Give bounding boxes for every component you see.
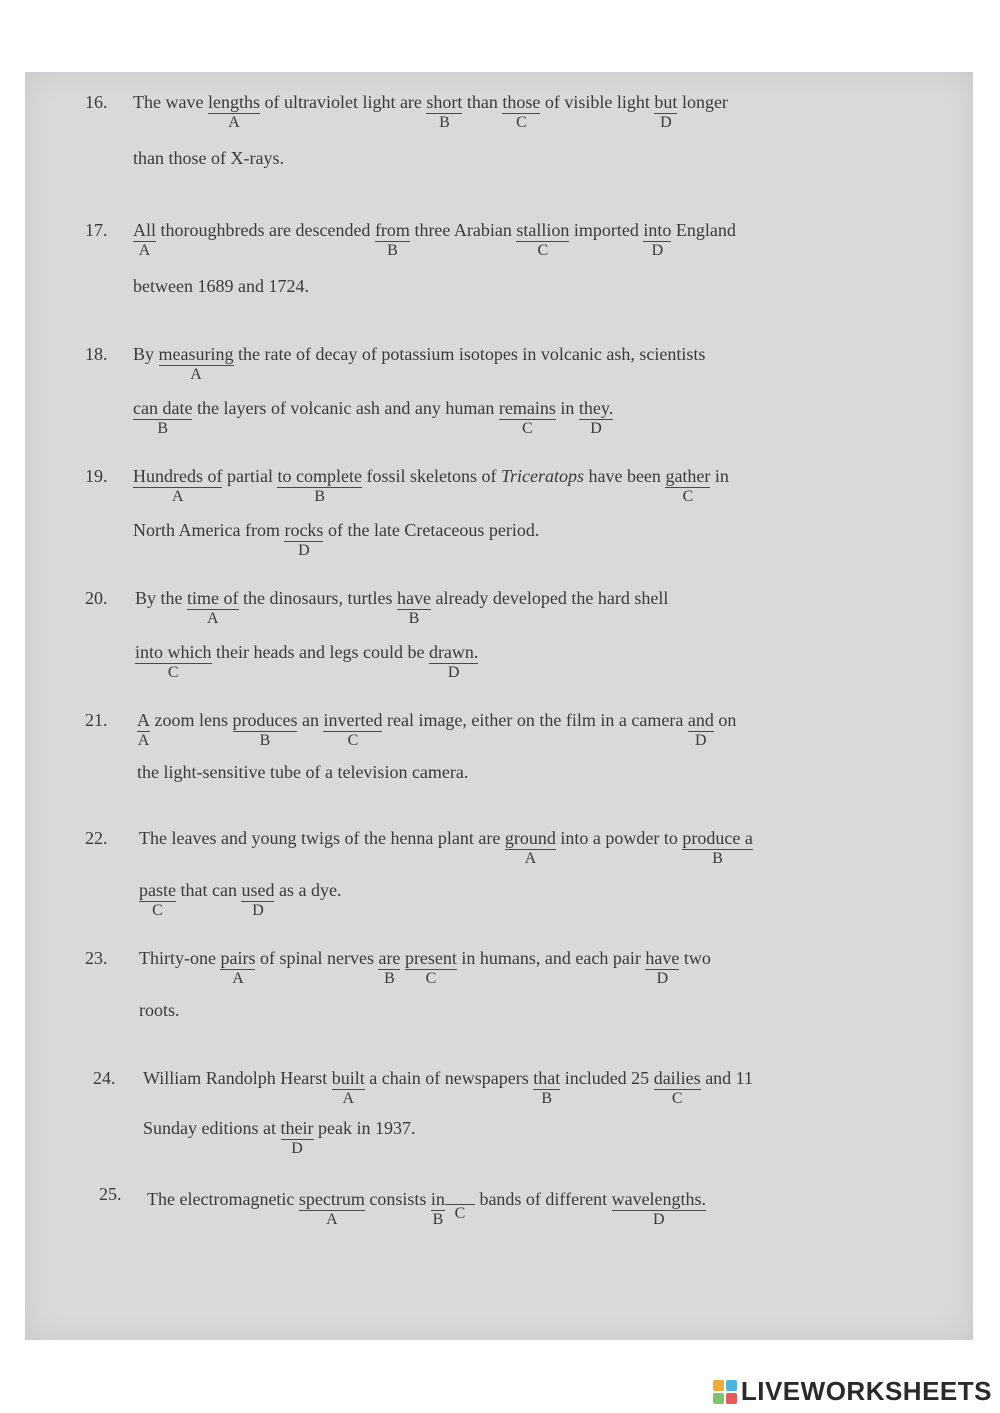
option-c[interactable]: dailies C	[653, 1068, 701, 1107]
option-label: D	[660, 113, 672, 131]
question-line: between 1689 and 1724.	[133, 276, 309, 296]
option-a[interactable]: built A	[331, 1068, 365, 1107]
option-a[interactable]: measuring A	[158, 344, 234, 383]
question-line: By the time of A the dinosaurs, turtles have B already developed the hard shell	[135, 588, 669, 627]
option-label: A	[190, 365, 202, 383]
question-25	[25, 1184, 973, 1314]
question-number: 17.	[85, 220, 108, 240]
option-c[interactable]: those C	[502, 92, 541, 131]
question-number: 16.	[85, 92, 108, 112]
option-b[interactable]: produces B	[232, 710, 298, 749]
option-label: C	[454, 1205, 466, 1222]
option-d[interactable]: have D	[645, 948, 680, 987]
question-line: The electromagnetic spectrum A consists in B C bands of different wavelengths. D	[147, 1184, 706, 1211]
option-a[interactable]: A A	[137, 710, 150, 749]
option-c[interactable]: present C	[404, 948, 457, 987]
option-label: D	[656, 969, 669, 987]
option-b[interactable]: have B	[396, 588, 431, 627]
option-label: C	[347, 731, 359, 749]
question-line: Sunday editions at their D peak in 1937.	[143, 1118, 416, 1157]
option-label: C	[425, 969, 437, 987]
question-line: Hundreds of A partial to complete B fossil skeletons of Triceratops have been gather C in	[133, 466, 729, 505]
option-label: D	[291, 1139, 303, 1157]
option-d[interactable]: used D	[241, 880, 275, 919]
option-a[interactable]: All A	[133, 220, 157, 259]
question-number: 24.	[93, 1068, 116, 1088]
option-label: C	[671, 1089, 683, 1107]
option-d[interactable]: and D	[687, 710, 714, 749]
question-19	[25, 466, 973, 596]
logo-square	[713, 1380, 724, 1391]
option-label: B	[408, 609, 420, 627]
worksheet-page	[25, 72, 973, 1340]
question-line: than those of X-rays.	[133, 148, 284, 168]
question-number: 21.	[85, 710, 108, 730]
question-number: 19.	[85, 466, 108, 486]
option-b[interactable]: are B	[378, 948, 401, 987]
question-line: Thirty-one pairs A of spinal nerves are B present C in humans, and each pair have D two	[139, 948, 711, 987]
question-16	[25, 92, 973, 222]
option-label: B	[432, 1210, 444, 1228]
question-line: roots.	[139, 1000, 180, 1020]
option-d[interactable]: drawn. D	[428, 642, 479, 681]
option-label: A	[228, 113, 240, 131]
option-c[interactable]: remains C	[498, 398, 556, 437]
option-d[interactable]: their D	[280, 1118, 314, 1157]
logo-square	[726, 1380, 737, 1391]
option-label: D	[653, 1210, 665, 1228]
brand-name: LIVEWORKSHEETS	[740, 1376, 992, 1406]
option-c[interactable]: paste C	[139, 880, 176, 919]
option-d[interactable]: into D	[643, 220, 672, 259]
question-18	[25, 344, 973, 474]
option-a[interactable]: pairs A	[220, 948, 256, 987]
question-17	[25, 220, 973, 350]
option-d[interactable]: rocks D	[284, 520, 324, 559]
option-label: D	[298, 541, 310, 559]
option-label: B	[712, 849, 723, 867]
option-b[interactable]: in B	[430, 1189, 445, 1228]
question-line: into which C their heads and legs could be drawn. D	[135, 642, 479, 681]
option-b[interactable]: that B	[533, 1068, 561, 1107]
option-label: A	[524, 849, 537, 867]
liveworksheets-logo-icon	[713, 1380, 737, 1404]
question-24	[25, 1068, 973, 1198]
option-label: D	[651, 241, 664, 259]
question-line: All A thoroughbreds are descended from B three Arabian stallion C imported into D England	[133, 220, 736, 259]
option-a[interactable]: lengths A	[207, 92, 260, 131]
question-23	[25, 948, 973, 1078]
option-label: D	[252, 901, 264, 919]
option-label: B	[439, 113, 450, 131]
question-line: North America from rocks D of the late Cretaceous period.	[133, 520, 540, 559]
footer-brand[interactable]	[713, 1376, 992, 1407]
option-label: A	[206, 609, 219, 627]
question-line: The leaves and young twigs of the henna plant are ground A into a powder to produce a B	[139, 828, 753, 867]
option-c[interactable]: stallion C	[516, 220, 570, 259]
option-label: C	[152, 901, 163, 919]
option-label: D	[695, 731, 707, 749]
option-a[interactable]: spectrum A	[298, 1189, 365, 1228]
option-label: B	[387, 241, 398, 259]
question-line: William Randolph Hearst built A a chain of newspapers that B included 25 dailies C and 11	[143, 1068, 754, 1107]
option-b[interactable]: produce a B	[682, 828, 753, 867]
option-label: A	[171, 487, 184, 505]
logo-square	[713, 1393, 724, 1404]
option-label: C	[167, 663, 179, 681]
option-label: B	[259, 731, 271, 749]
option-label: C	[516, 113, 527, 131]
option-label: C	[537, 241, 549, 259]
option-c[interactable]	[445, 1184, 475, 1222]
question-number: 23.	[85, 948, 108, 968]
question-22	[25, 828, 973, 958]
question-line: A A zoom lens produces B an inverted C real image, either on the film in a camera and D on	[137, 710, 737, 749]
question-line: The wave lengths A of ultraviolet light are short B than those C of visible light but D longer	[133, 92, 728, 131]
option-label: C	[522, 419, 533, 437]
question-21	[25, 710, 973, 840]
option-a[interactable]: ground A	[504, 828, 556, 867]
option-d[interactable]: but D	[654, 92, 678, 131]
option-c[interactable]: inverted C	[323, 710, 383, 749]
option-label: A	[137, 731, 150, 749]
question-line: the light-sensitive tube of a television camera.	[137, 762, 469, 782]
option-label: C	[682, 487, 694, 505]
question-number: 22.	[85, 828, 108, 848]
option-a[interactable]: Hundreds of A	[133, 466, 223, 505]
option-a[interactable]: time of A	[187, 588, 239, 627]
option-label: B	[541, 1089, 553, 1107]
option-c[interactable]: gather C	[665, 466, 711, 505]
question-20	[25, 588, 973, 718]
option-label: A	[326, 1210, 338, 1228]
question-number: 20.	[85, 588, 108, 608]
option-label: A	[138, 241, 151, 259]
option-c[interactable]: into which C	[135, 642, 212, 681]
option-label: D	[447, 663, 460, 681]
question-line: By measuring A the rate of decay of potassium isotopes in volcanic ash, scientists	[133, 344, 706, 383]
option-b[interactable]: to complete B	[277, 466, 362, 505]
option-d[interactable]: wavelengths. D	[611, 1189, 707, 1228]
option-d[interactable]: they. D	[578, 398, 614, 437]
question-line: paste C that can used D as a dye.	[139, 880, 342, 919]
option-label: B	[384, 969, 395, 987]
option-label: B	[157, 419, 169, 437]
option-label: B	[314, 487, 326, 505]
question-number: 25.	[99, 1184, 122, 1204]
option-b[interactable]: can date B	[133, 398, 193, 437]
option-label: A	[232, 969, 244, 987]
question-number: 18.	[85, 344, 108, 364]
option-b[interactable]: from B	[374, 220, 410, 259]
question-line: can date B the layers of volcanic ash and any human remains C in they. D	[133, 398, 614, 437]
option-label: D	[590, 419, 602, 437]
option-b[interactable]: short B	[426, 92, 463, 131]
logo-square	[726, 1393, 737, 1404]
option-label: A	[342, 1089, 355, 1107]
